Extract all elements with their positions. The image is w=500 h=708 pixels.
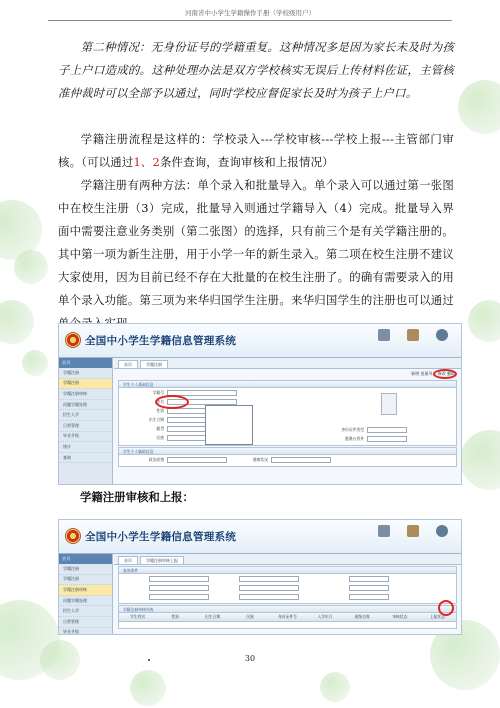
- grid-col[interactable]: 民族: [246, 614, 254, 619]
- grid-col[interactable]: 上报状态: [429, 614, 445, 619]
- banner-icon-exit[interactable]: [431, 329, 453, 343]
- tab-bar: [114, 358, 461, 369]
- main-area: [114, 358, 461, 484]
- system-title: 全国中小学生学籍信息管理系统: [85, 335, 237, 347]
- field-label: 性别: [156, 407, 164, 413]
- field-label: 姓名: [156, 398, 164, 404]
- grid-col[interactable]: 性别: [171, 614, 179, 619]
- query-field[interactable]: [349, 585, 389, 591]
- methods-paragraph: 学籍注册有两种方法：单个录入和批量导入。单个录入可以通过第一张图中在校生注册（3）完成，批量导入则通过学籍导入（4）完成。批量导入界面中需要注意业务类别（第二张图）的选择，只有前三个是有关学籍注册的。其中第一项为新生注册，用于小学一年的新生录入。第二项在校生注册不建议大家使用，因为目前已经不存在大批量的在校生注册了。的确有需要录入的用单个录入功能。第三项为来华归国学生注册。来华归国学生的注册也可以通过: [58, 178, 454, 307]
- query-field[interactable]: [149, 585, 209, 591]
- grid-col[interactable]: 入学年月: [317, 614, 333, 619]
- banner-icons: [373, 329, 453, 343]
- flow-condition-2: 2: [152, 155, 160, 169]
- extra-info-panel: [118, 447, 457, 467]
- banner-icons: [373, 525, 453, 539]
- query-field[interactable]: [239, 576, 299, 582]
- grid-header: [119, 613, 456, 622]
- header-divider: [48, 20, 452, 21]
- tab-bar: [114, 554, 461, 565]
- grid-col[interactable]: 出生日期: [205, 614, 221, 619]
- system-banner: [59, 324, 461, 358]
- sidebar-item[interactable]: 学籍注册审核: [59, 389, 112, 400]
- query-field[interactable]: [239, 594, 299, 600]
- main-area: [114, 554, 461, 634]
- sidebar-header: 首页: [59, 358, 112, 368]
- dropdown-list[interactable]: [205, 405, 253, 445]
- grid-title: 学籍注册审核列表: [119, 606, 456, 613]
- banner-icon-home[interactable]: [373, 329, 395, 343]
- field-label: 学籍号: [152, 389, 164, 395]
- grid-col[interactable]: 学生姓名: [130, 614, 146, 619]
- query-panel: [118, 566, 457, 604]
- sidebar-item[interactable]: 日常管理: [59, 617, 112, 628]
- annotation-ring-toolbar: [433, 369, 457, 379]
- annotation-ring: [438, 600, 454, 616]
- sidebar-item[interactable]: 毕业升级: [59, 432, 112, 443]
- case2-paragraph: 第二种情况：无身份证号的学籍重复。这种情况多是因为家长未及时为孩子上户口造成的。这种处理办法是双方学校核实无误后上传材料佐证，主管核准仲裁时可以全部予以通过，同时学校应督促家长及时为孩子上户口。: [58, 40, 454, 100]
- sidebar-item[interactable]: 统计: [59, 442, 112, 453]
- sidebar-item-active[interactable]: 学籍注册审核: [59, 585, 112, 596]
- grid-col[interactable]: 身份证件号: [277, 614, 297, 619]
- tab-review[interactable]: 学籍注册审核上报: [140, 556, 184, 564]
- query-field[interactable]: [349, 594, 389, 600]
- system-title: 全国中小学生学籍信息管理系统: [85, 531, 237, 543]
- system-logo: [65, 528, 81, 544]
- field-label: 政治面貌: [148, 456, 164, 462]
- banner-icon-exit[interactable]: [431, 525, 453, 539]
- field-label: 健康状况: [252, 456, 268, 462]
- sidebar-item[interactable]: 学籍注册: [59, 575, 112, 586]
- page-header: 河南省中小学生学籍操作手册（学校级用户）: [185, 9, 315, 17]
- sidebar-item-active[interactable]: 学籍注册: [59, 379, 112, 390]
- screenshot-registration: [58, 323, 462, 485]
- sidebar: [59, 358, 113, 484]
- query-field[interactable]: [149, 594, 209, 600]
- section-caption: 学籍注册审核和上报：: [80, 490, 194, 504]
- system-banner: [59, 520, 461, 554]
- result-grid: [118, 605, 457, 629]
- flow-tail: 条件查询，查询审核和上报情况）: [159, 155, 334, 169]
- sidebar-item[interactable]: 招生入学: [59, 606, 112, 617]
- grid-col[interactable]: 班级名称: [354, 614, 370, 619]
- sidebar-item[interactable]: 学籍注册: [59, 564, 112, 575]
- sidebar-item[interactable]: 学籍注册: [59, 368, 112, 379]
- overseas-field[interactable]: [367, 436, 407, 442]
- photo-placeholder[interactable]: [381, 393, 397, 415]
- query-field[interactable]: [149, 576, 209, 582]
- sidebar-item[interactable]: 问题学籍处理: [59, 400, 112, 411]
- flow-paragraph: [58, 128, 454, 174]
- panel-title: 学生个人基础信息: [119, 381, 456, 388]
- grid-col[interactable]: 审核状态: [392, 614, 408, 619]
- id-type-field[interactable]: [367, 427, 407, 433]
- toolbar[interactable]: 新增 批量导入 修改 删除: [411, 371, 455, 376]
- annotation-ring: [155, 395, 189, 409]
- banner-icon-manage[interactable]: [402, 525, 424, 539]
- tab-home[interactable]: 首页: [118, 360, 138, 368]
- politics-field[interactable]: [167, 457, 227, 463]
- field-label: 身份证件类型: [341, 426, 364, 432]
- panel-title: 学生个人辅助信息: [119, 448, 456, 455]
- flow-condition-separator: 、: [140, 155, 153, 169]
- query-field[interactable]: [349, 576, 389, 582]
- sidebar: [59, 554, 113, 634]
- screenshot-review: [58, 519, 462, 635]
- flow-condition-1: 1: [133, 155, 141, 169]
- tab-home[interactable]: 首页: [118, 556, 138, 564]
- flow-text: 学籍注册流程是这样的：学校录入---学校审核---学校上报---主管部门审核。（可以通过: [58, 132, 454, 169]
- sidebar-item[interactable]: 日常管理: [59, 421, 112, 432]
- banner-icon-manage[interactable]: [402, 329, 424, 343]
- query-field[interactable]: [239, 585, 299, 591]
- health-field[interactable]: [271, 457, 331, 463]
- sidebar-header: 首页: [59, 554, 112, 564]
- sidebar-item[interactable]: 问题学籍处理: [59, 596, 112, 607]
- basic-info-panel: [118, 380, 457, 446]
- field-label: 出生日期: [148, 416, 164, 422]
- sidebar-item[interactable]: 查询: [59, 453, 112, 464]
- system-logo: [65, 332, 81, 348]
- sidebar-item[interactable]: 招生入学: [59, 410, 112, 421]
- field-label: 籍贯: [156, 425, 164, 431]
- panel-title: 查询条件: [119, 567, 456, 574]
- sidebar-item[interactable]: 毕业升级: [59, 628, 112, 635]
- field-label: 民族: [156, 434, 164, 440]
- banner-icon-home[interactable]: [373, 525, 395, 539]
- field-label: 港澳台侨外: [345, 435, 364, 441]
- tab-registration[interactable]: 学籍注册: [140, 360, 168, 368]
- page-number: 30: [244, 654, 256, 663]
